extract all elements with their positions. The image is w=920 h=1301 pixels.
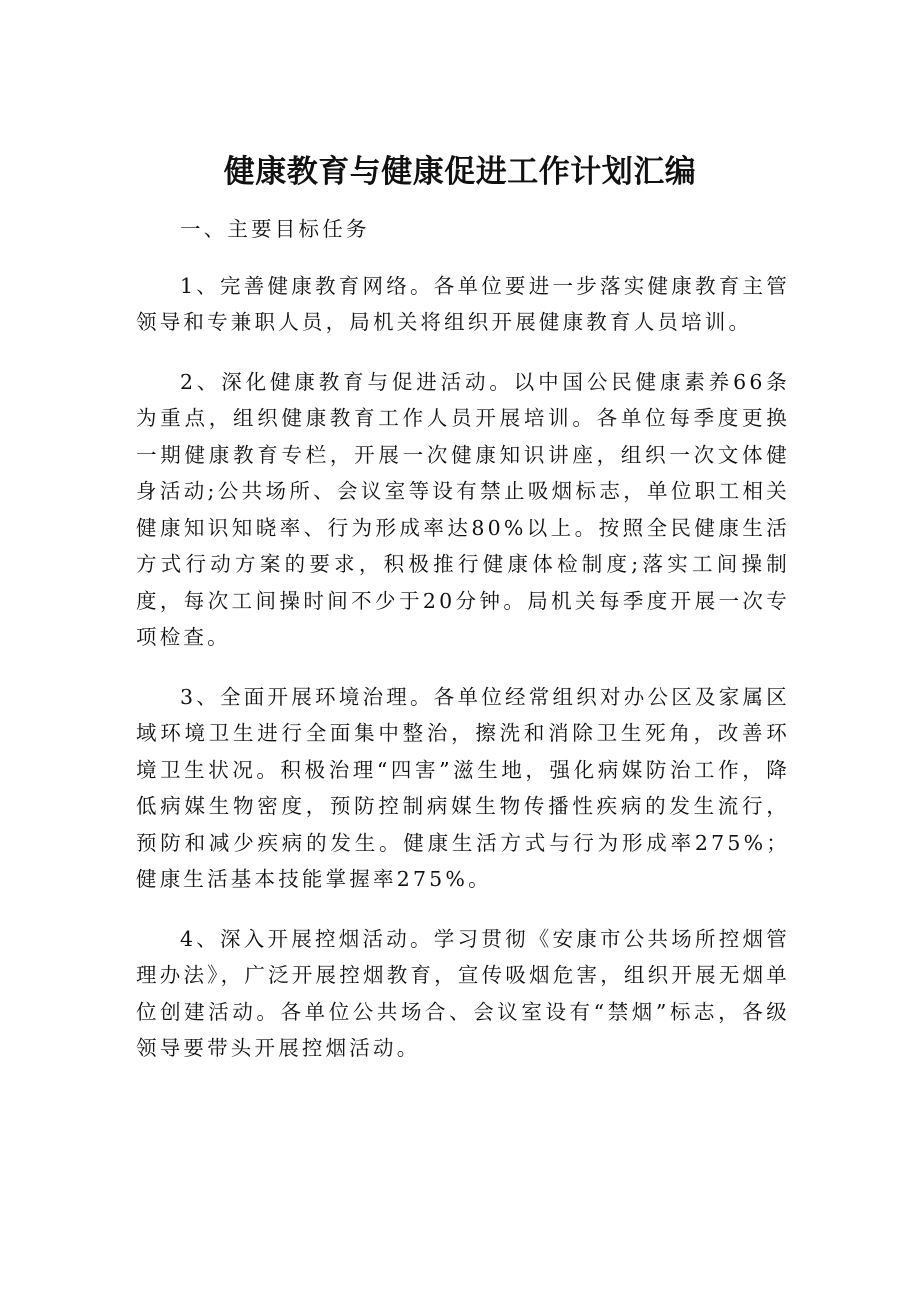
section-heading: 一、主要目标任务: [180, 217, 370, 241]
document-title: 健康教育与健康促进工作计划汇编: [223, 154, 697, 190]
paragraph-tobacco-control: 4、深入开展控烟活动。学习贯彻《安康市公共场所控烟管理办法》，广泛开展控烟教育，宣传吸烟危害，组织开展无烟单位创建活动。各单位公共场合、会议室设有“禁烟”标志，各级领导要带头开展控烟活动。: [136, 926, 790, 1060]
paragraph-environment: 3、全面开展环境治理。各单位经常组织对办公区及家属区域环境卫生进行全面集中整治，擦洗和消除卫生死角，改善环境卫生状况。积极治理“四害”滋生地，强化病媒防治工作，降低病媒生物密度，预防控制病媒生物传播性疾病的发生流行，预防和减少疾病的发生。健康生活方式与行为形成率275%；健康生活基本技能掌握率275%。: [136, 684, 790, 891]
document-body: [136, 211, 790, 1067]
paragraph-promotion: 2、深化健康教育与促进活动。以中国公民健康素养66条为重点，组织健康教育工作人员开展培训。各单位每季度更换一期健康教育专栏，开展一次健康知识讲座，组织一次文体健身活动;公共场所、会议室等设有禁止吸烟标志，单位职工相关健康知识知晓率、行为形成率达80%以上。按照全民健康生活方式行动方案的要求，积极推行健康体检制度;落实工间操制度，每次工间操时间不少于20分钟。局机关每季度开展一次专项检查。: [136, 369, 790, 649]
paragraph-network: 1、完善健康教育网络。各单位要进一步落实健康教育主管领导和专兼职人员，局机关将组织开展健康教育人员培训。: [136, 273, 790, 334]
